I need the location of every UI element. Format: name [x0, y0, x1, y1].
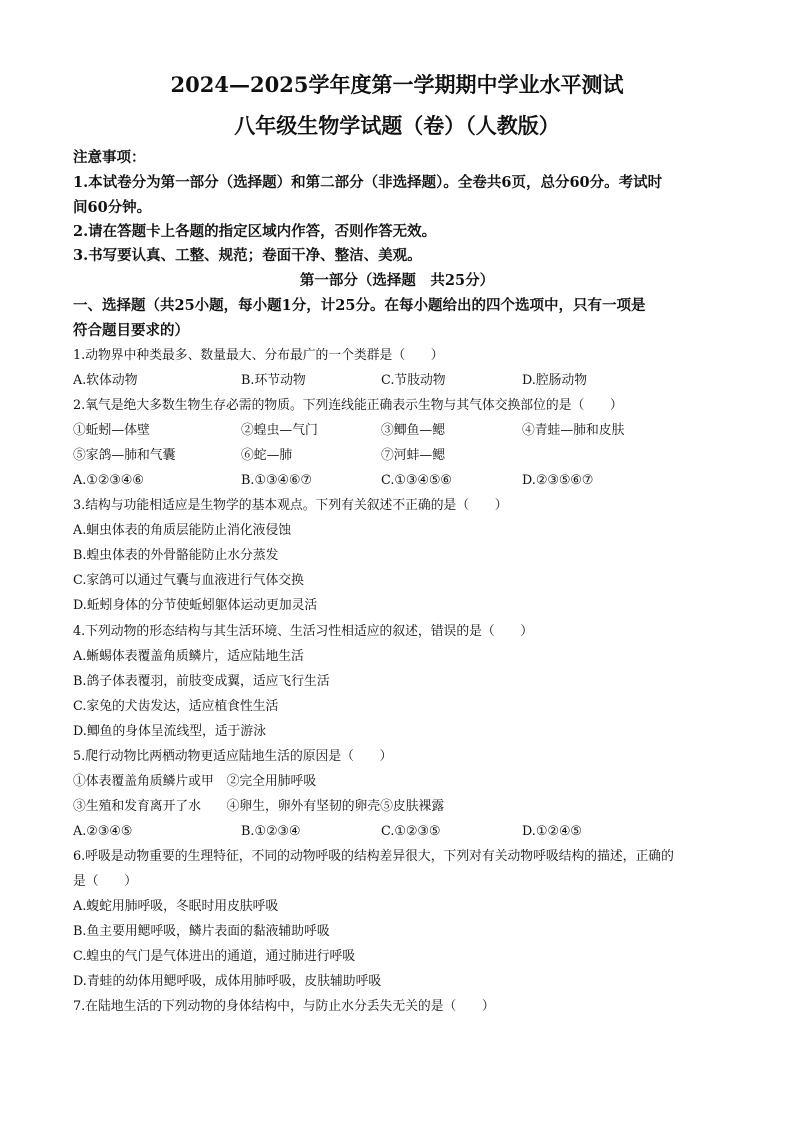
q5-option-c: C.①②③⑤: [381, 824, 441, 839]
q6-option-d: D.青蛙的幼体用鳃呼吸，成体用肺呼吸，皮肤辅助呼吸: [73, 974, 382, 989]
notice-item-3: 3.书写要认真、工整、规范；卷面干净、整洁、美观。: [73, 247, 422, 264]
q5-statements-row-2: ③生殖和发育离开了水 ④卵生，卵外有坚韧的卵壳⑤皮肤裸露: [73, 799, 445, 814]
q6-stem-line-2: 是（ ）: [73, 874, 137, 889]
q3-option-a: A.蛔虫体表的角质层能防止消化液侵蚀: [73, 523, 292, 538]
q4-stem: 4.下列动物的形态结构与其生活环境、生活习性相适应的叙述，错误的是（ ）: [73, 624, 534, 639]
q6-option-b: B.鱼主要用鳃呼吸，鳞片表面的黏液辅助呼吸: [73, 924, 330, 939]
q3-option-c: C.家鸽可以通过气囊与血液进行气体交换: [73, 573, 304, 588]
q7-stem: 7.在陆地生活的下列动物的身体结构中，与防止水分丢失无关的是（ ）: [73, 999, 495, 1014]
q2-option-c: C.①③④⑤⑥: [381, 473, 452, 488]
q5-stem: 5.爬行动物比两栖动物更适应陆地生活的原因是（ ）: [73, 749, 393, 764]
q4-option-d: D.鲫鱼的身体呈流线型，适于游泳: [73, 724, 267, 739]
q3-stem: 3.结构与功能相适应是生物学的基本观点。下列有关叙述不正确的是（ ）: [73, 498, 508, 513]
q3-option-b: B.蝗虫体表的外骨骼能防止水分蒸发: [73, 548, 279, 563]
part1-instruction-line-2: 符合题目要求的）: [73, 322, 189, 339]
q6-stem-line-1: 6.呼吸是动物重要的生理特征，不同的动物呼吸的结构差异很大，下列对有关动物呼吸结构的描述，正确的: [73, 849, 674, 864]
q3-option-d: D.蚯蚓身体的分节使蚯蚓躯体运动更加灵活: [73, 598, 318, 613]
notice-heading: 注意事项：: [73, 149, 146, 166]
part1-instruction-line-1: 一、选择题（共25小题，每小题1分，计25分。在每小题给出的四个选项中，只有一项是: [73, 297, 646, 314]
q1-option-b: B.环节动物: [241, 373, 306, 388]
q2-option-a: A.①②③④⑥: [73, 473, 144, 488]
q2-option-d: D.②③⑤⑥⑦: [522, 473, 594, 488]
q2-pair-3: ③鲫鱼—鳃: [381, 423, 445, 438]
q2-option-b: B.①③④⑥⑦: [241, 473, 312, 488]
notice-item-1-line-2: 间60分钟。: [73, 199, 152, 216]
q2-pair-4: ④青蛙—肺和皮肤: [522, 423, 625, 438]
q2-stem: 2.氧气是绝大多数生物生存必需的物质。下列连线能正确表示生物与其气体交换部位的是（ ）: [73, 398, 623, 413]
q2-pair-7: ⑦河蚌—鳃: [381, 448, 445, 463]
q1-stem: 1.动物界中种类最多、数量最大、分布最广的一个类群是（ ）: [73, 348, 444, 363]
q2-pair-6: ⑥蛇—肺: [241, 448, 293, 463]
notice-item-1-line-1: 1.本试卷分为第一部分（选择题）和第二部分（非选择题）。全卷共6页，总分60分。考试时: [73, 174, 663, 191]
q5-statements-row-1: ①体表覆盖角质鳞片或甲 ②完全用肺呼吸: [73, 774, 317, 789]
q5-option-b: B.①②③④: [241, 824, 301, 839]
q4-option-b: B.鸽子体表覆羽，前肢变成翼，适应飞行生活: [73, 674, 330, 689]
q1-option-a: A.软体动物: [73, 373, 138, 388]
q2-pair-5: ⑤家鸽—肺和气囊: [73, 448, 176, 463]
q5-option-a: A.②③④⑤: [73, 824, 133, 839]
q4-option-a: A.蜥蜴体表覆盖角质鳞片，适应陆地生活: [73, 649, 304, 664]
part1-heading: 第一部分（选择题 共25分）: [299, 272, 495, 289]
q1-option-d: D.腔肠动物: [522, 373, 588, 388]
q2-pair-1: ①蚯蚓—体壁: [73, 423, 150, 438]
exam-title: 2024—2025学年度第一学期期中学业水平测试: [170, 72, 624, 97]
q2-pair-2: ②蝗虫—气门: [241, 423, 318, 438]
exam-subtitle: 八年级生物学试题（卷）（人教版）: [234, 113, 560, 138]
q4-option-c: C.家兔的犬齿发达，适应植食性生活: [73, 699, 279, 714]
q6-option-a: A.蝮蛇用肺呼吸，冬眠时用皮肤呼吸: [73, 899, 279, 914]
q6-option-c: C.蝗虫的气门是气体进出的通道，通过肺进行呼吸: [73, 949, 356, 964]
q1-option-c: C.节肢动物: [381, 373, 446, 388]
q5-option-d: D.①②④⑤: [522, 824, 582, 839]
notice-item-2: 2.请在答题卡上各题的指定区域内作答，否则作答无效。: [73, 223, 437, 240]
